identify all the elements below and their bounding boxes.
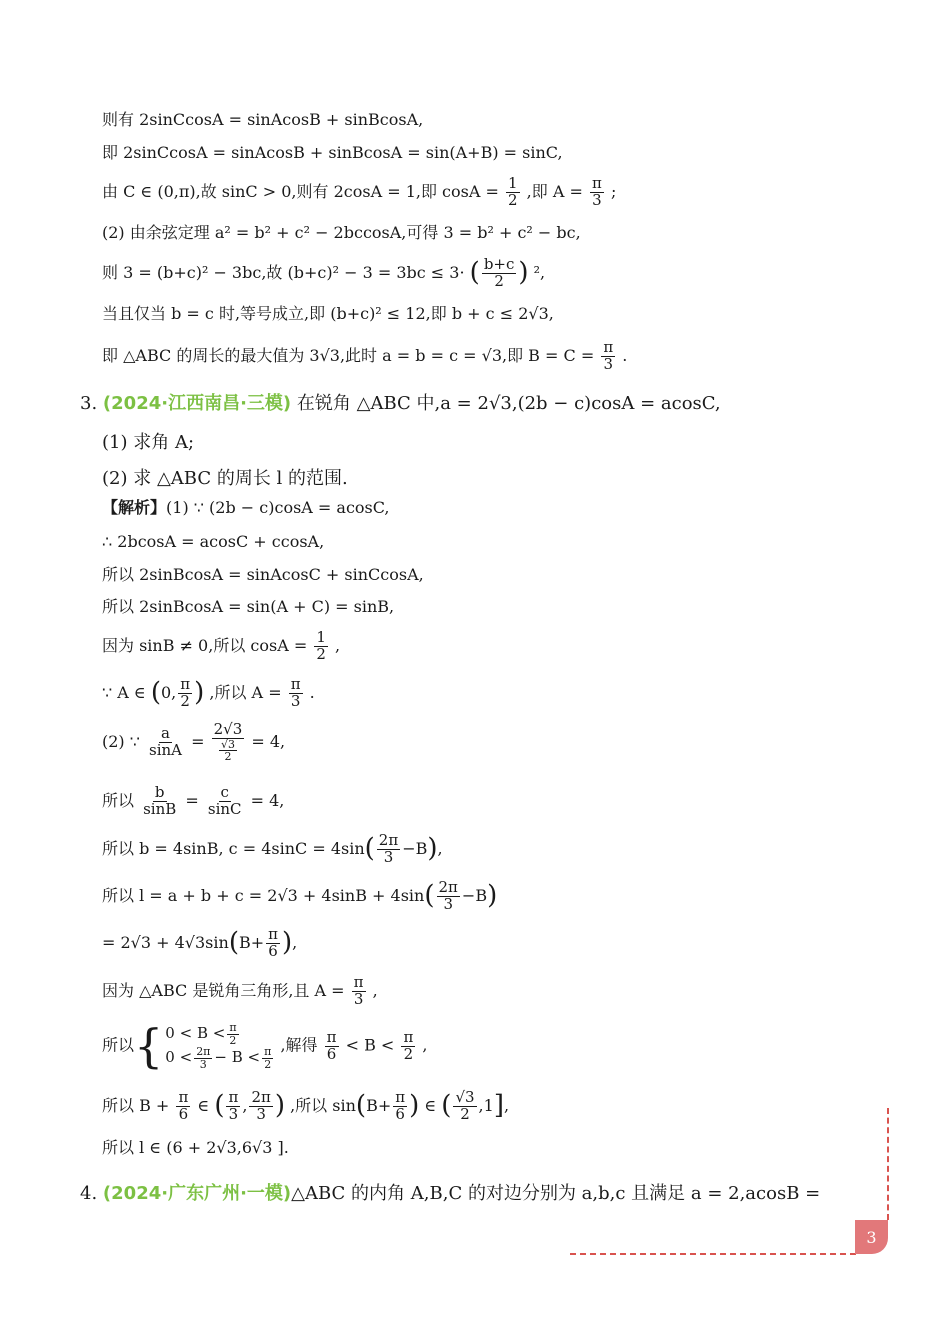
text-part: < B <	[345, 1035, 395, 1055]
solution-line	[102, 975, 378, 1008]
fraction: $\frac{1}{2}$	[316, 628, 326, 663]
solution-line: 所以 $\frac{b}{\sin B}$ = $\frac{c}{\sin C}$ = 4,	[102, 783, 285, 818]
text-line: 则有 2sinCcosA = sinAcosB + sinBcosA,	[102, 110, 424, 129]
text-line: (2) 由余弦定理 a² = b² + c² − 2bccosA,可得 3 = b² + c² − bc,	[102, 223, 581, 242]
solution-line: 所以 l = a + b + c = 2√3 + 4sinB + 4sin( $\frac{2\pi}{3}$ −B)	[102, 878, 498, 913]
question-stem: 在锐角 △ABC 中,a = 2√3,(2b − c)cosA = acosC,	[296, 393, 721, 414]
inequality-system: 0 < B < $\frac{\pi}{2}$ 0 < $\frac{2\pi}{3}$ − B < $\frac{\pi}{2}$	[165, 1021, 272, 1071]
solution-tag: 【解析】	[102, 498, 167, 517]
fraction: $\frac{c}{\sin C}$	[207, 783, 242, 818]
subquestion-2: (2) 求 △ABC 的周长 l 的范围.	[102, 468, 348, 489]
text-part: = 2√3 + 4√3sin	[102, 932, 229, 952]
solution-line: 所以 b = 4sinB, c = 4sinC = 4sin( $\frac{2\pi}{3}$ −B),	[102, 831, 443, 866]
fraction: $\frac{a}{\sin A}$	[149, 724, 183, 759]
page-border-vertical	[887, 1108, 889, 1220]
solution-line: 所以{ 0 < B < $\frac{\pi}{2}$ 0 < $\frac{2\pi}{3}$ − B < $\frac{\pi}{2}$ ,解得 $\frac{\pi}{6}$ < B < $\frac{\pi}{2}$ ,	[102, 1019, 428, 1074]
fraction: $\frac{2√3}{\frac{√3}{2}}$	[213, 720, 243, 764]
solution-line	[102, 498, 390, 517]
fraction: $\frac{\pi}{6}$	[178, 1088, 189, 1123]
fraction: $\frac{2\pi}{3}$	[251, 1088, 271, 1123]
text-line: 当且仅当 b = c 时,等号成立,即 (b+c)² ≤ 12,即 b + c ≤ 2√3,	[102, 304, 554, 323]
solution-line: = 2√3 + 4√3sin(B+ $\frac{\pi}{6}$ ),	[102, 925, 298, 960]
fraction: $\frac{\pi}{3}$	[290, 675, 301, 710]
solution-line: 所以 2sinBcosA = sinAcosC + sinCcosA,	[102, 565, 424, 584]
text-line: 则 3 = (b+c)² − 3bc,故 (b+c)² − 3 = 3bc ≤ 3· ( $\frac{b+c}{2}$ ) ²,	[102, 255, 546, 290]
text-part: 因为 △ABC 是锐角三角形,且 A =	[102, 980, 345, 1000]
text-part: .	[622, 345, 628, 365]
fraction: $\frac{\pi}{2}$	[180, 675, 191, 710]
text-part: .	[309, 682, 315, 702]
text-part: ,	[437, 838, 443, 858]
question-4	[80, 1183, 820, 1205]
text-part: 因为 sinB ≠ 0,所以 cosA =	[102, 635, 308, 655]
fraction: $\frac{1}{2}$	[508, 174, 518, 209]
text-part: ,所以 A =	[209, 682, 282, 702]
fraction: $\frac{\pi}{6}$	[326, 1027, 337, 1063]
question-3	[80, 393, 721, 415]
text-line	[102, 176, 616, 209]
text-part: 所以 l = a + b + c = 2√3 + 4sinB + 4sin	[102, 885, 425, 905]
text-part: 所以	[102, 790, 135, 810]
text-line	[102, 340, 627, 373]
text-part: ,	[292, 932, 298, 952]
text-part: = 4,	[250, 790, 285, 810]
solution-line: 所以 2sinBcosA = sin(A + C) = sinB,	[102, 597, 395, 616]
solution-line: (2) ∵ $\frac{a}{\sin A}$ = $\frac{2√3}{\frac{√3}{2}}$ = 4,	[102, 720, 286, 764]
fraction: $\frac{\pi}{2}$	[403, 1027, 414, 1063]
question-number: 4.	[80, 1183, 98, 1204]
solution-line: 所以 B + $\frac{\pi}{6}$ ∈ ( $\frac{\pi}{3}$ , $\frac{2\pi}{3}$ ) ,所以 sin(B+ $\frac{\pi}{6}$ ) ∈ ( $\frac{√3}{2}$ ,1],	[102, 1088, 510, 1123]
fraction: $\frac{b}{\sin B}$	[143, 783, 177, 818]
page-number: 3	[855, 1220, 888, 1254]
text-part: ∈	[197, 1095, 210, 1115]
text-part: ∈	[424, 1095, 437, 1115]
text-part: ,所以 sin	[290, 1095, 356, 1115]
fraction: $\frac{\pi}{3}$	[603, 338, 614, 373]
fraction: $\frac{\pi}{3}$	[228, 1088, 239, 1123]
fraction: $\frac{2\pi}{3}$	[378, 831, 399, 866]
text-part: ,	[372, 980, 378, 1000]
text-part: ,即 A =	[526, 181, 583, 201]
text-part: 所以 b = 4sinB, c = 4sinC = 4sin	[102, 838, 365, 858]
question-stem: △ABC 的内角 A,B,C 的对边分别为 a,b,c 且满足 a = 2,acosB =	[291, 1183, 821, 1204]
fraction: $\frac{2\pi}{3}$	[438, 878, 458, 913]
text-part: 所以 B +	[102, 1095, 170, 1115]
solution-line: ∴ 2bcosA = acosC + ccosA,	[102, 532, 325, 551]
question-source: (2024·江西南昌·三模)	[102, 393, 292, 414]
text-part: ,	[422, 1035, 428, 1055]
subquestion-1: (1) 求角 A;	[102, 432, 195, 453]
text-line: 即 2sinCcosA = sinAcosB + sinBcosA = sin(A+B) = sinC,	[102, 143, 563, 162]
text-part: (1) ∵ (2b − c)cosA = acosC,	[166, 498, 390, 517]
fraction: $\frac{\pi}{6}$	[395, 1088, 406, 1123]
text-part: ,	[335, 635, 341, 655]
fraction: $\frac{\pi}{6}$	[268, 925, 278, 960]
text-part: ∵ A ∈	[102, 682, 146, 702]
text-part: 所以	[102, 1035, 135, 1055]
text-part: 则 3 = (b+c)² − 3bc,故 (b+c)² − 3 = 3bc ≤ 3·	[102, 262, 465, 282]
solution-line: ∵ A ∈ (0, $\frac{\pi}{2}$ ) ,所以 A = $\frac{\pi}{3}$ .	[102, 675, 315, 710]
fraction: $\frac{\pi}{3}$	[353, 973, 364, 1008]
solution-line: 所以 l ∈ (6 + 2√3,6√3 ].	[102, 1138, 289, 1157]
text-part: ²,	[533, 262, 546, 282]
text-part: ,	[503, 1095, 510, 1115]
text-part: 由 C ∈ (0,π),故 sinC > 0,则有 2cosA = 1,即 cosA =	[102, 181, 499, 201]
solution-line	[102, 630, 340, 663]
question-source: (2024·广东广州·一模)	[102, 1183, 292, 1204]
text-part: ;	[610, 181, 617, 201]
text-part: 即 △ABC 的周长的最大值为 3√3,此时 a = b = c = √3,即 B = C =	[102, 345, 595, 365]
text-part: = 4,	[251, 731, 286, 751]
page-border-horizontal	[570, 1253, 856, 1255]
fraction: $\frac{b+c}{2}$	[483, 255, 515, 290]
question-number: 3.	[80, 393, 98, 414]
text-part: ,解得	[280, 1035, 318, 1055]
text-part: (2) ∵	[102, 731, 140, 751]
fraction: $\frac{\pi}{3}$	[591, 174, 602, 209]
fraction: $\frac{√3}{2}$	[455, 1088, 475, 1123]
